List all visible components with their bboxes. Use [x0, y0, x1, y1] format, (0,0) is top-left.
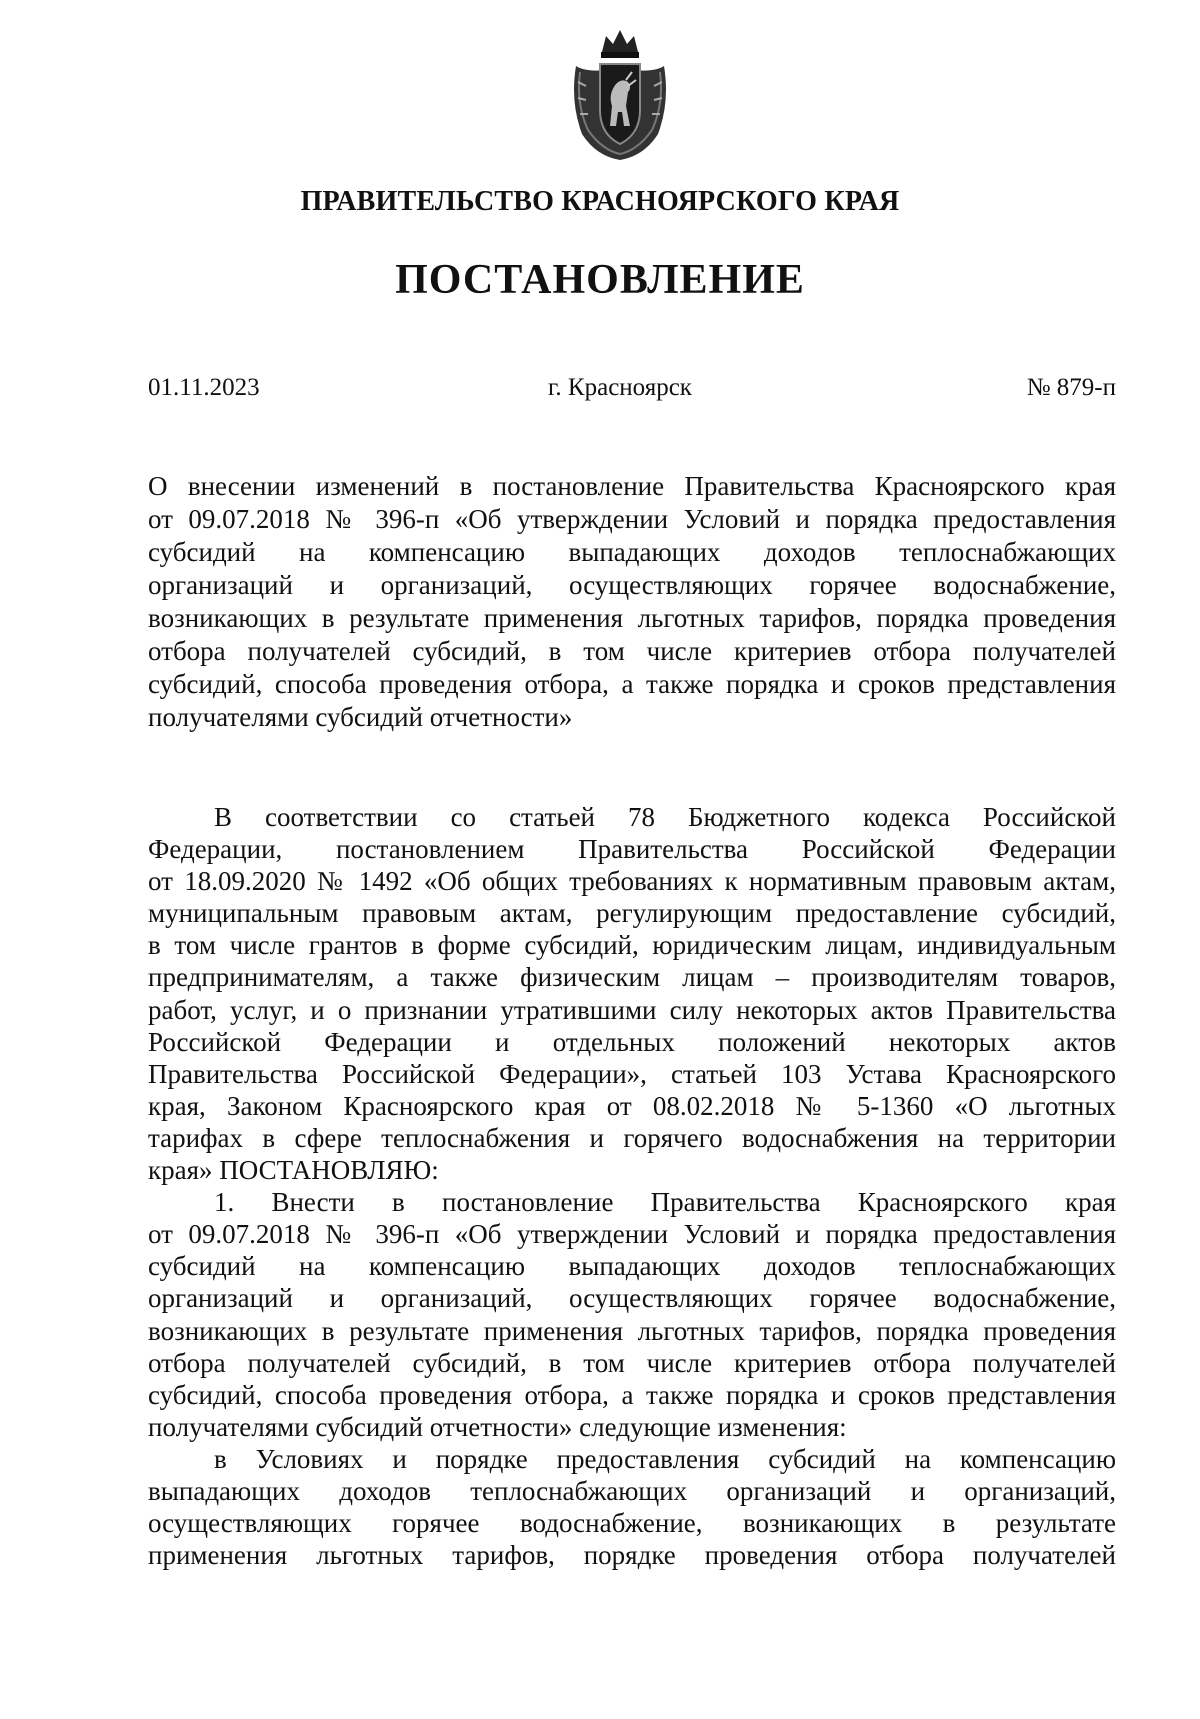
body-line: Федерации, постановлением Правительства Российской Федерации [148, 834, 1116, 865]
body-line: выпадающих доходов теплоснабжающих организаций и организаций, [148, 1475, 1116, 1506]
body-line: возникающих в результате применения льготных тарифов, порядка проведения [148, 1315, 1116, 1346]
title-line: отбора получателей субсидий, в том числе критериев отбора получателей [148, 636, 1116, 666]
body-line: от 09.07.2018 № 396-п «Об утверждении Условий и порядка предоставления [148, 1219, 1116, 1250]
body-line: края» ПОСТАНОВЛЯЮ: [148, 1155, 439, 1186]
title-line: получателями субсидий отчетности» [148, 702, 573, 732]
body-line: 1. Внести в постановление Правительства Красноярского края [214, 1187, 1116, 1218]
title-line: организаций и организаций, осуществляющих горячее водоснабжение, [148, 570, 1116, 600]
body-line: осуществляющих горячее водоснабжение, возникающих в результате [148, 1508, 1116, 1539]
document-meta [148, 374, 1116, 402]
organization-name: ПРАВИТЕЛЬСТВО КРАСНОЯРСКОГО КРАЯ [300, 186, 900, 217]
body-line: отбора получателей субсидий, в том числе критериев отбора получателей [148, 1347, 1116, 1378]
title-line: возникающих в результате применения льготных тарифов, порядка проведения [148, 603, 1116, 633]
body-line: в том числе грантов в форме субсидий, юридическим лицам, индивидуальным [148, 930, 1116, 961]
body-line: организаций и организаций, осуществляющих горячее водоснабжение, [148, 1283, 1116, 1314]
body-line: В соответствии со статьей 78 Бюджетного кодекса Российской [214, 802, 1116, 832]
document-type: ПОСТАНОВЛЕНИЕ [395, 257, 805, 303]
body-line: тарифах в сфере теплоснабжения и горячего водоснабжения на территории [148, 1122, 1116, 1153]
body-line: Российской Федерации и отдельных положений некоторых актов [148, 1026, 1116, 1057]
body-line: субсидий на компенсацию выпадающих доходов теплоснабжающих [148, 1251, 1116, 1282]
title-line: от 09.07.2018 № 396-п «Об утверждении Условий и порядка предоставления [148, 504, 1116, 534]
title-line: субсидий, способа проведения отбора, а также порядка и сроков представления [148, 669, 1116, 699]
body-line: получателями субсидий отчетности» следующие изменения: [148, 1411, 847, 1442]
document-number: № 879-п [1026, 374, 1116, 401]
body-line: работ, услуг, и о признании утратившими силу некоторых актов Правительства [148, 994, 1116, 1025]
document-city: г. Красноярск [548, 374, 692, 401]
body-line: края, Законом Красноярского края от 08.02.2018 № 5-1360 «О льготных [148, 1090, 1116, 1121]
title-line: О внесении изменений в постановление Правительства Красноярского края [148, 471, 1116, 501]
title-line: субсидий на компенсацию выпадающих доходов теплоснабжающих [148, 537, 1116, 567]
body-line: муниципальным правовым актам, регулирующим предоставление субсидий, [148, 898, 1116, 929]
coat-of-arms-icon [566, 22, 674, 162]
document-title [148, 470, 1116, 734]
body-line: в Условиях и порядке предоставления субсидий на компенсацию [214, 1443, 1116, 1474]
document-date: 01.11.2023 [148, 374, 260, 401]
body-line: предпринимателям, а также физическим лицам – производителям товаров, [148, 962, 1116, 993]
document-body [148, 801, 1116, 1571]
body-line: применения льготных тарифов, порядке проведения отбора получателей [148, 1540, 1116, 1571]
body-line: субсидий, способа проведения отбора, а также порядка и сроков представления [148, 1379, 1116, 1410]
body-line: от 18.09.2020 № 1492 «Об общих требованиях к нормативным правовым актам, [148, 866, 1116, 897]
body-line: Правительства Российской Федерации», статьей 103 Устава Красноярского [148, 1058, 1116, 1089]
